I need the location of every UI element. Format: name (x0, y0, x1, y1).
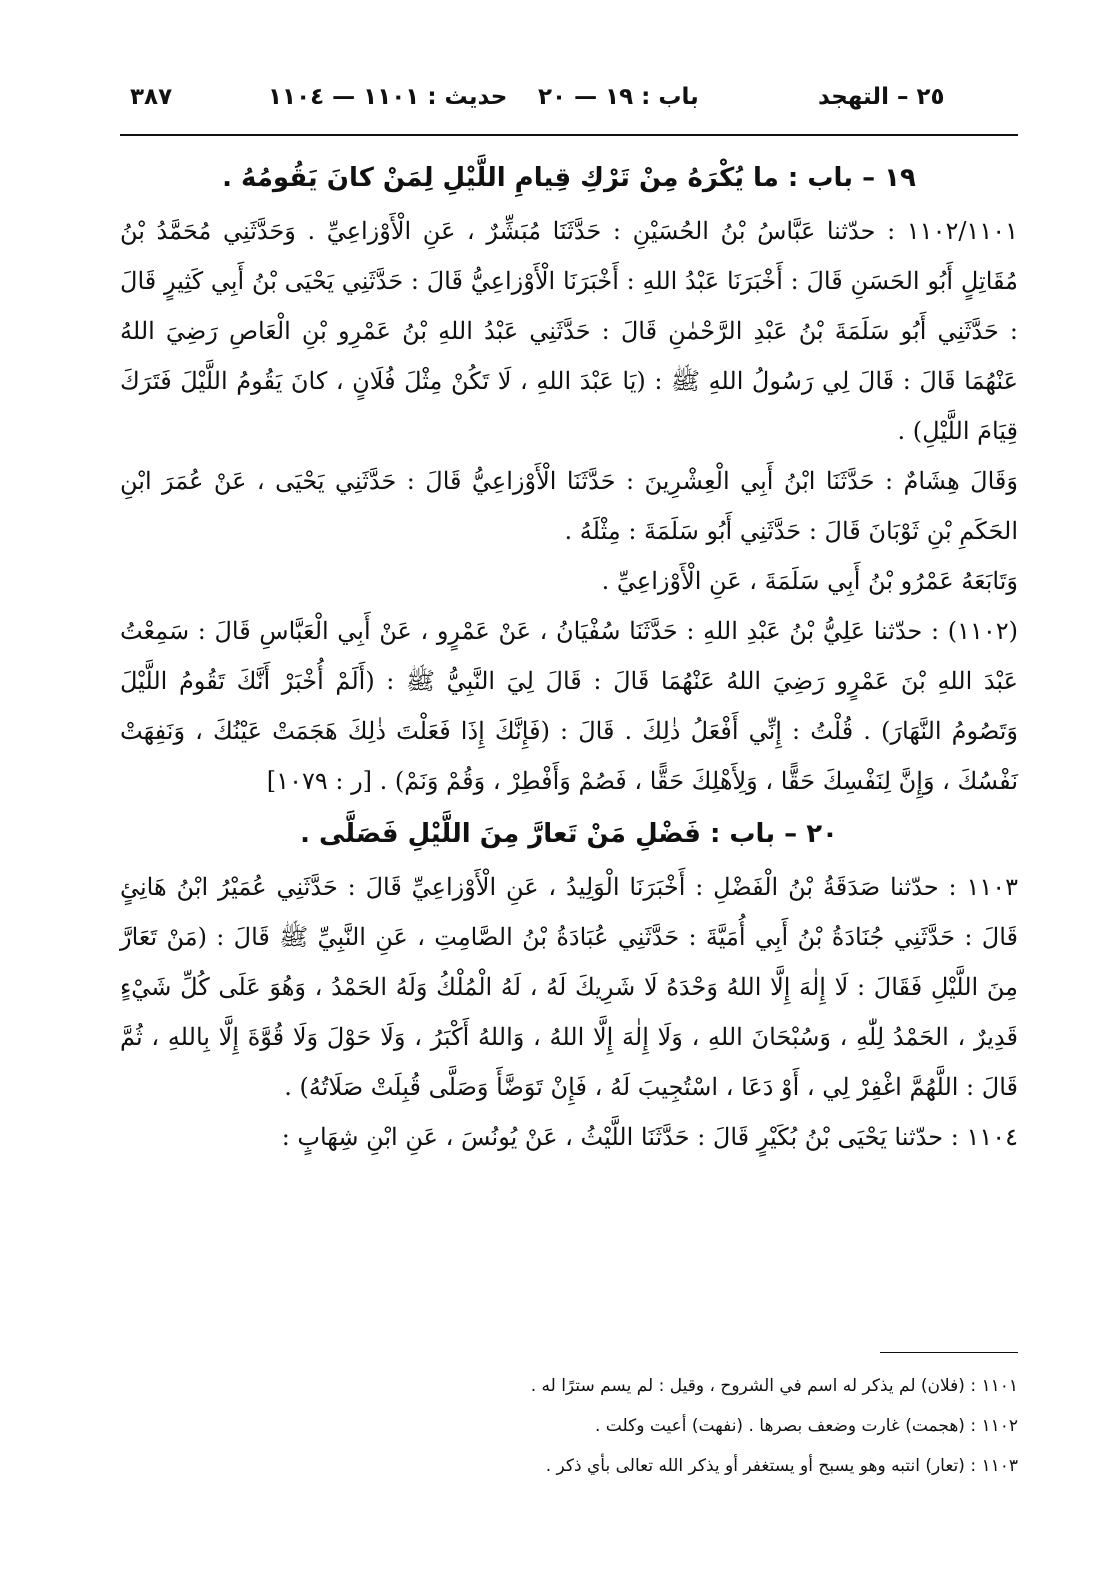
chapter-heading: ٢٠ – باب : فَضْلِ مَنْ تَعارَّ مِنَ اللَّيْلِ فَصَلَّى . (300, 819, 838, 849)
hadith-paragraph: (١١٠٢) : حدّثنا عَلِيُّ بْنُ عَبْدِ اللهِ : حَدَّثَنَا سُفْيَانُ ، عَنْ عَمْرٍو ، عَنْ أَبِي الْعَبَّاسِ قَالَ : سَمِعْتُ عَبْدَ اللهِ بْنَ عَمْرٍو رَضِيَ اللهُ عَنْهُمَا قَالَ : قَالَ لِيَ النَّبِيُّ ﷺ : (أَلَمْ أُخْبَرْ أَنَّكَ تَقُومُ اللَّيْلَ وَتَصُومُ النَّهَارَ) . قُلْتُ : إِنِّي أَفْعَلُ ذٰلِكَ . قَالَ : (فَإِنَّكَ إِذَا فَعَلْتَ ذٰلِكَ هَجَمَتْ عَيْنُكَ ، وَنَفِهَتْ نَفْسُكَ ، وَإِنَّ لِنَفْسِكَ حَقًّا ، وَلِأَهْلِكَ حَقًّا ، فَصُمْ وَأَفْطِرْ ، وَقُمْ وَنَمْ) . [ر : ١٠٧٩] (120, 617, 1018, 795)
running-header (118, 74, 1018, 118)
page-body (120, 150, 1018, 1162)
footnote: ١١٠٣ : (تعار) انتبه وهو يسبح أو يستغفر أو يذكر الله تعالى بأي ذكر . (545, 1456, 1018, 1476)
footnotes (120, 1366, 1018, 1486)
hadith-paragraph: وَتَابَعَهُ عَمْرُو بْنُ أَبِي سَلَمَةَ ، عَنِ الْأَوْزاعِيِّ . (601, 567, 1018, 595)
book-title: ٢٥ – التهجد (818, 84, 945, 110)
page-number: ٣٨٧ (130, 84, 173, 110)
hadith-range: حديث : ١١٠١ — ١١٠٤ (268, 84, 508, 110)
chapter-range: باب : ١٩ — ٢٠ (538, 84, 699, 110)
hadith-paragraph: وَقَالَ هِشَامٌ : حَدَّثَنَا ابْنُ أَبِي الْعِشْرِينَ : حَدَّثَنَا الْأَوْزاعِيُّ قَالَ : حَدَّثَنِي يَحْيَى ، عَنْ عُمَرَ ابْنِ الحَكَمِ بْنِ ثَوْبَانَ قَالَ : حَدَّثَنِي أَبُو سَلَمَةَ : مِثْلَهُ . (120, 467, 1018, 545)
hadith-paragraph: ١١٠٢/١١٠١ : حدّثنا عَبَّاسُ بْنُ الحُسَيْنِ : حَدَّثَنَا مُبَشِّرٌ ، عَنِ الْأَوْزاعِيِّ . وَحَدَّثَنِي مُحَمَّدُ بْنُ مُقَاتِلٍ أَبُو الحَسَنِ قَالَ : أَخْبَرَنَا عَبْدُ اللهِ : أَخْبَرَنَا الْأَوْزاعِيُّ قَالَ : حَدَّثَنِي يَحْيَى بْنُ أَبِي كَثِيرٍ قَالَ : حَدَّثَنِي أَبُو سَلَمَةَ بْنُ عَبْدِ الرَّحْمٰنِ قَالَ : حَدَّثَنِي عَبْدُ اللهِ بْنُ عَمْرِو بْنِ الْعَاصِ رَضِيَ اللهُ عَنْهُمَا قَالَ : قَالَ لِي رَسُولُ اللهِ ﷺ : (يَا عَبْدَ اللهِ ، لَا تَكُنْ مِثْلَ فُلَانٍ ، كانَ يَقُومُ اللَّيْلَ فَتَرَكَ قِيَامَ اللَّيْلِ) . (120, 217, 1018, 445)
chapter-heading: ١٩ – باب : ما يُكْرَهُ مِنْ تَرْكِ قِيامِ اللَّيْلِ لِمَنْ كانَ يَقُومُهُ . (222, 163, 916, 193)
header-rule (120, 134, 1018, 136)
hadith-paragraph: ١١٠٣ : حدّثنا صَدَقَةُ بْنُ الْفَضْلِ : أَخْبَرَنَا الْوَلِيدُ ، عَنِ الْأَوْزاعِيِّ قَالَ : حَدَّثَنِي عُمَيْرُ ابْنُ هَانِئٍ قَالَ : حَدَّثَنِي جُنَادَةُ بْنُ أَبِي أُمَيَّةَ : حَدَّثَنِي عُبَادَةُ بْنُ الصَّامِتِ ، عَنِ النَّبِيِّ ﷺ قَالَ : (مَنْ تَعَارَّ مِنَ اللَّيْلِ فَقَالَ : لَا إِلٰهَ إِلَّا اللهُ وَحْدَهُ لَا شَرِيكَ لَهُ ، لَهُ الْمُلْكُ وَلَهُ الحَمْدُ ، وَهُوَ عَلَى كُلِّ شَيْءٍ قَدِيرٌ ، الحَمْدُ لِلّٰهِ ، وَسُبْحَانَ اللهِ ، وَلَا إِلٰهَ إِلَّا اللهُ ، وَاللهُ أَكْبَرُ ، وَلَا حَوْلَ وَلَا قُوَّةَ إِلَّا بِاللهِ ، ثُمَّ قَالَ : اللَّهُمَّ اغْفِرْ لِي ، أَوْ دَعَا ، اسْتُجِيبَ لَهُ ، فَإِنْ تَوَضَّأَ وَصَلَّى قُبِلَتْ صَلَاتُهُ) . (120, 873, 1019, 1101)
footnote-rule (880, 1352, 1018, 1353)
footnote: ١١٠٢ : (هجمت) غارت وضعف بصرها . (نفهت) أعيت وكلت . (595, 1416, 1018, 1436)
hadith-paragraph: ١١٠٤ : حدّثنا يَحْيَى بْنُ بُكَيْرٍ قَالَ : حَدَّثَنَا اللَّيْثُ ، عَنْ يُونُسَ ، عَنِ ابْنِ شِهَابٍ : (281, 1123, 1018, 1151)
footnote: ١١٠١ : (فلان) لم يذكر له اسم في الشروح ، وقيل : لم يسم سترًا له . (530, 1376, 1018, 1396)
